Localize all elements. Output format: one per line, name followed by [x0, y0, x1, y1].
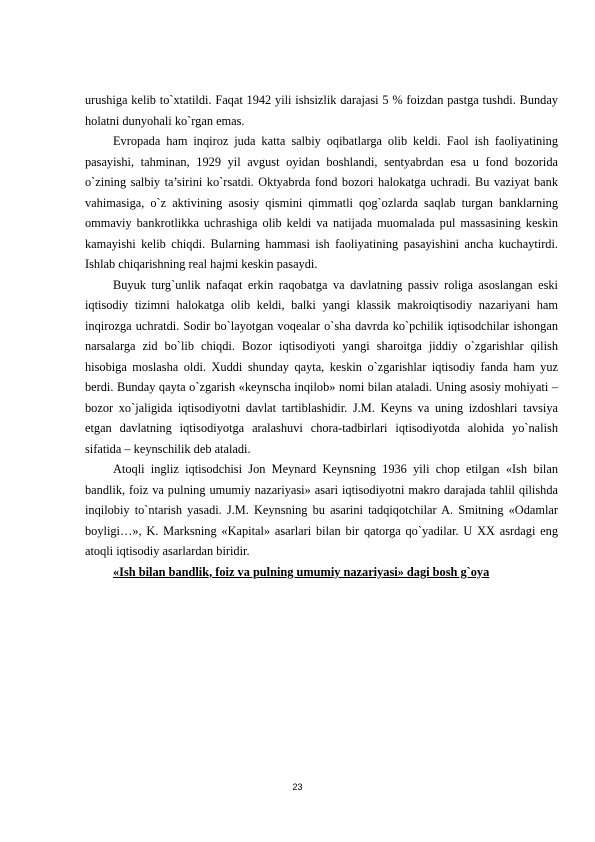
page-number: 23 — [292, 782, 303, 792]
document-body — [85, 90, 558, 582]
section-heading: «Ish bilan bandlik, foiz va pulning umumiy nazariyasi» dagi bosh g`oya — [113, 564, 490, 579]
paragraph-europe-crisis: Evropada ham inqiroz juda katta salbiy oqibatlarga olib keldi. Faol ish faoliyatining pasayishi, tahminan, 1929 yil avgust oyidan boshlandi, sentyabrdan esa u fond bozorida o`zining salbiy ta’sirini ko`rsatdi. Oktyabrda fond bozori halokatga uchradi. Bu vaziyat bank vahimasiga, o`z aktivining asosiy qismini qimmatli qog`ozlarda saqlab turgan banklarning ommaviy bankrotlikka uchrashiga olib keldi va natijada muomalada pul massasining keskin kamayishi kelib chiqdi. Bularning hammasi ish faoliyatining pasayishini ancha kuchaytirdi. Ishlab chiqarishning real hajmi keskin pasaydi. — [85, 134, 558, 271]
paragraph-continuation: urushiga kelib to`xtatildi. Faqat 1942 yili ishsizlik darajasi 5 % foizdan pastga tushdi. Bunday holatni dunyohali ko`rgan emas. — [85, 93, 558, 128]
paragraph-keynes-theory: Atoqli ingliz iqtisodchisi Jon Meynard Keynsning 1936 yili chop etilgan «Ish bilan bandlik, foiz va pulning umumiy nazariyasi» asari iqtisodiyotni makro darajada tahlil qilishda inqilobiy to`ntarish yasadi. J.M. Keynsning bu asarini tadqiqotchilar A. Smitning «Odamlar boyligi…», K. Marksning «Kapital» asarlari bilan bir qatorga qo`yadilar. U XX asrdagi eng atoqli iqtisodiy asarlardan biridir. — [85, 462, 558, 558]
paragraph-great-depression: Buyuk turg`unlik nafaqat erkin raqobatga va davlatning passiv roliga asoslangan eski iqtisodiy tizimni halokatga olib keldi, balki yangi klassik makroiqtisodiy nazariyani ham inqirozga uchratdi. Sodir bo`layotgan voqealar o`sha davrda ko`pchilik iqtisodchilar ishongan narsalarga zid bo`lib chiqdi. Bozor iqtisodiyoti yangi sharoitga jiddiy o`zgarishlar qilish hisobiga moslasha oldi. Xuddi shunday qayta, keskin o`zgarishlar iqtisodiy fanda ham yuz berdi. Bunday qayta o`zgarish «keynscha inqilob» nomi bilan ataladi. Uning asosiy mohiyati – bozor xo`jaligida iqtisodiyotni davlat tartiblashidir. J.M. Keyns va uning izdoshlari tavsiya etgan davlatning iqtisodiyotga aralashuvi chora-tadbirlari iqtisodiyotda alohida yo`nalish sifatida – keynschilik deb ataladi. — [85, 277, 558, 456]
